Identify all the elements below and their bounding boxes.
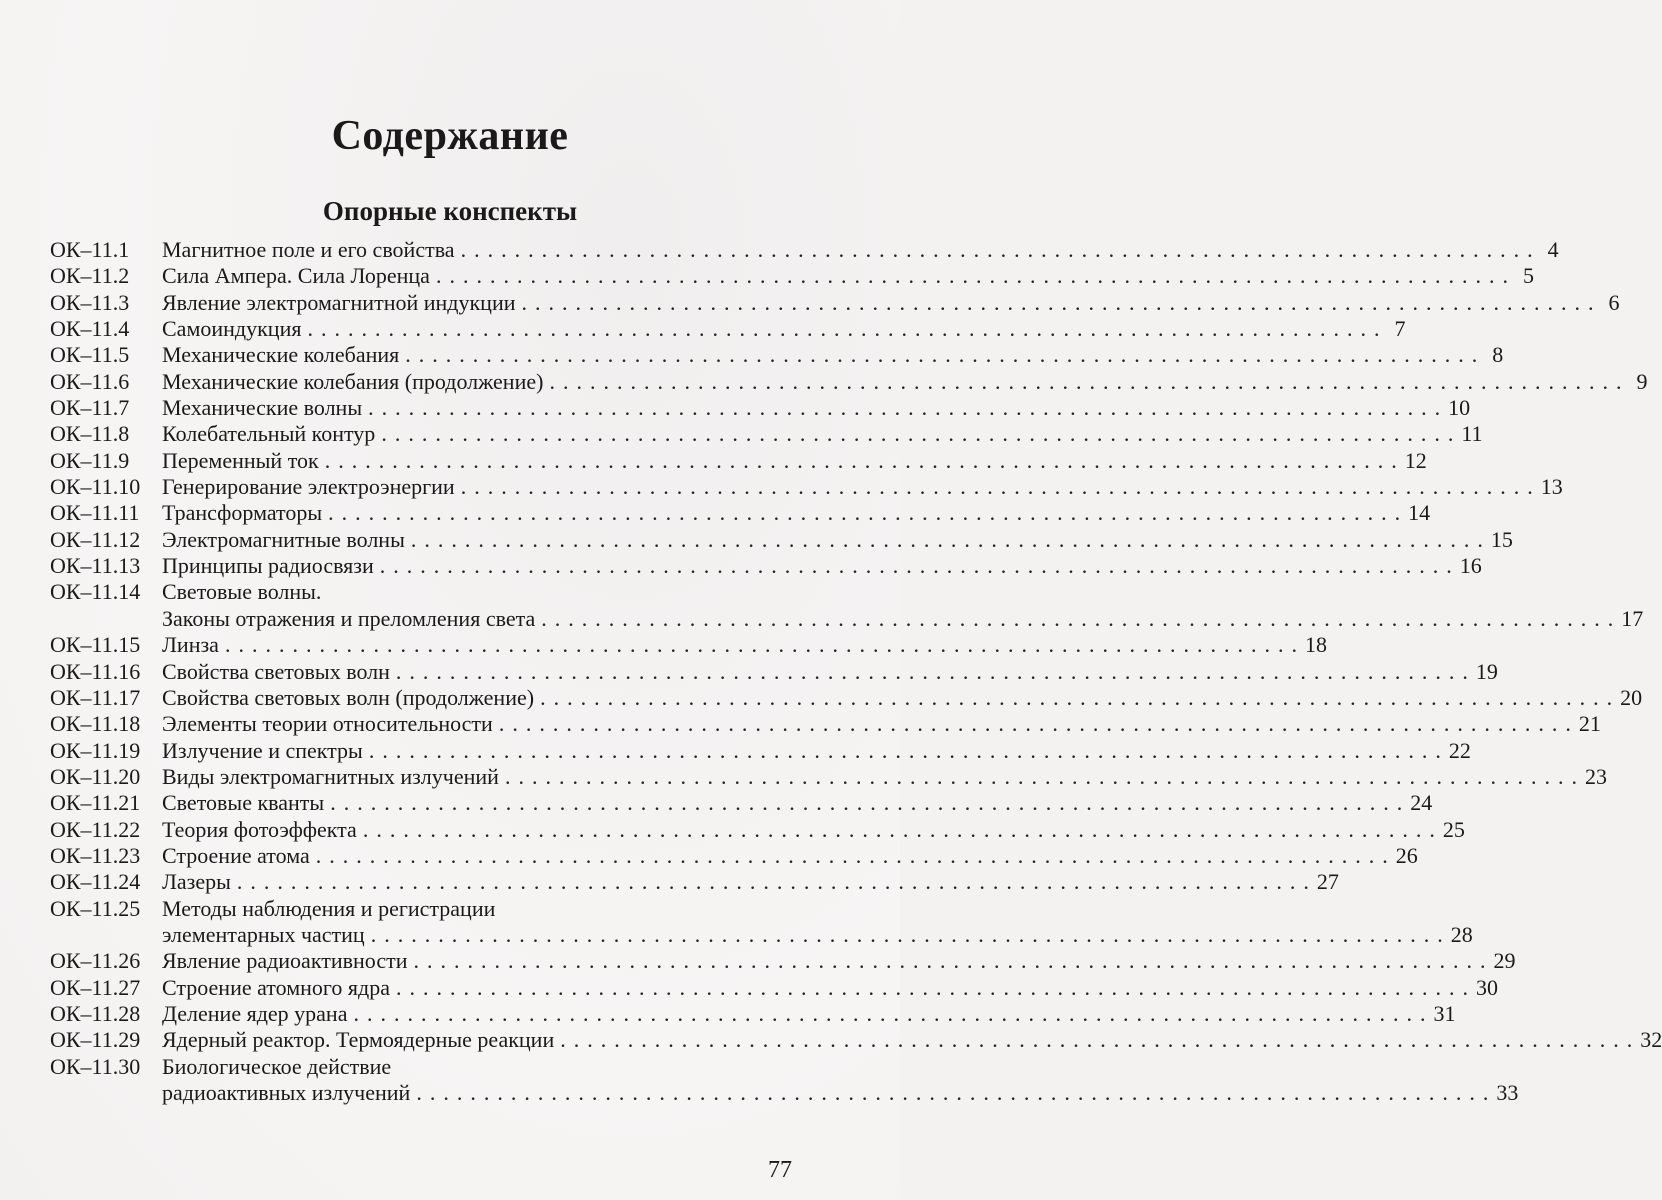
toc-row [50, 632, 1327, 658]
dot-leader: ................................................................................ [379, 553, 1460, 579]
dot-leader: ................................................................................ [410, 526, 1491, 552]
dot-leader: ................................................................................ [330, 790, 1411, 816]
toc-row [50, 316, 1406, 342]
toc-entry-line [162, 737, 1471, 764]
section-heading-text: Опорные конспекты [322, 196, 578, 226]
page-number: 77 [768, 1157, 792, 1183]
toc-entry-title: Механические колебания [162, 342, 400, 368]
toc-entry-title: Свойства световых волн (продолжение) [162, 684, 535, 710]
dot-leader: ................................................................................ [541, 605, 1622, 631]
dot-leader: ................................................................................ [368, 395, 1449, 421]
toc-entry-title: Колебательный контур [162, 421, 376, 447]
toc-row [50, 658, 1498, 685]
toc-entry-code: ОК–11.27 [50, 974, 141, 1000]
toc-entry-page: 23 [1584, 763, 1607, 789]
toc-entry-title: элементарных частиц [162, 921, 365, 947]
toc-entry-title: Линза [162, 632, 219, 658]
toc-entry-title: Лазеры [162, 869, 231, 895]
dot-leader: ................................................................................ [498, 711, 1579, 737]
toc-row [50, 921, 1473, 948]
toc-entry-line [162, 1000, 1456, 1027]
toc-entry-line [162, 1054, 800, 1080]
toc-entry-title: Механические колебания (продолжение) [162, 368, 544, 394]
toc-entry-line [162, 684, 1643, 711]
toc-entry-code: ОК–11.17 [50, 684, 141, 710]
toc-entry-page: 26 [1395, 842, 1418, 868]
toc-entry-line [162, 1080, 1519, 1106]
toc-row [50, 974, 1498, 1001]
toc-entry-line [162, 500, 1431, 526]
toc-row [50, 237, 1559, 263]
toc-entry-code: ОК–11.4 [50, 316, 130, 342]
toc-entry-title: Излучение и спектры [162, 737, 363, 763]
toc-row [50, 896, 800, 922]
toc-entry-line [162, 289, 1620, 316]
dot-leader: ................................................................................ [435, 263, 1516, 289]
toc-row [50, 605, 1644, 632]
toc-entry-page: 15 [1490, 526, 1513, 552]
toc-entry-title: Сила Ампера. Сила Лоренца [162, 263, 430, 289]
toc-entry-page: 30 [1475, 974, 1498, 1000]
toc-entry-page: 12 [1404, 447, 1427, 473]
toc-entry-title: Явление радиоактивности [162, 948, 408, 974]
toc-row [50, 368, 1648, 395]
toc-entry-line [162, 474, 1563, 500]
toc-entry-title: Законы отражения и преломления света [162, 605, 536, 631]
toc-entry-code: ОК–11.8 [50, 421, 130, 447]
toc-entry-code: ОК–11.12 [50, 526, 141, 552]
toc-entry-line [162, 1027, 1662, 1053]
toc-entry-title: Строение атомного ядра [162, 974, 390, 1000]
toc-entry-title: Виды электромагнитных излучений [162, 763, 499, 789]
toc-entry-title: Самоиндукция [162, 316, 302, 342]
toc-entry-code: ОК–11.16 [50, 658, 141, 684]
toc-entry-title: Трансформаторы [162, 500, 323, 526]
toc-entry-title: Переменный ток [162, 447, 319, 473]
toc-entry-page: 10 [1448, 395, 1471, 421]
table-of-contents [50, 237, 1662, 1106]
toc-entry-code: ОК–11.5 [50, 342, 130, 368]
toc-entry-code: ОК–11.30 [50, 1053, 141, 1079]
toc-entry-title: радиоактивных излучений [162, 1080, 411, 1105]
toc-entry-code: ОК–11.19 [50, 737, 141, 763]
toc-entry-line [162, 974, 1498, 1001]
toc-entry-code: ОК–11.1 [50, 237, 130, 262]
toc-entry-line [162, 896, 800, 922]
toc-row [50, 474, 1563, 500]
dot-leader: ................................................................................ [370, 921, 1451, 947]
toc-row [50, 1000, 1456, 1027]
toc-entry-page: 20 [1620, 684, 1643, 710]
toc-entry-line [162, 763, 1607, 790]
toc-entry-page: 7 [1394, 316, 1406, 342]
toc-entry-page: 8 [1492, 342, 1504, 368]
toc-entry-title: Ядерный реактор. Термоядерные реакции [162, 1027, 555, 1053]
toc-entry-page: 22 [1448, 737, 1471, 763]
toc-entry-line [162, 263, 1534, 289]
toc-row [50, 526, 1513, 553]
toc-entry-line [162, 632, 1327, 658]
toc-entry-page: 32 [1640, 1027, 1662, 1053]
toc-row [50, 869, 1339, 895]
toc-entry-page: 28 [1450, 921, 1473, 947]
toc-entry-title: Теория фотоэффекта [162, 816, 357, 842]
dot-leader: ................................................................................ [540, 684, 1621, 710]
toc-entry-title: Строение атома [162, 842, 310, 868]
toc-entry-page: 21 [1578, 711, 1601, 737]
toc-entry-code: ОК–11.23 [50, 842, 141, 868]
toc-entry-code: ОК–11.11 [50, 500, 140, 526]
toc-entry-page: 19 [1475, 658, 1498, 684]
toc-entry-line [162, 711, 1601, 737]
toc-entry-title: Механические волны [162, 395, 363, 421]
toc-entry-code: ОК–11.28 [50, 1000, 141, 1026]
toc-entry-title: Деление ядер урана [162, 1000, 348, 1026]
toc-entry-title: Световые волны. [162, 579, 322, 605]
dot-leader: ................................................................................ [549, 368, 1630, 394]
toc-row [50, 395, 1471, 421]
toc-row [50, 289, 1620, 316]
toc-row [50, 1054, 800, 1080]
dot-leader: ................................................................................ [395, 658, 1476, 684]
toc-entry-line [162, 342, 1504, 368]
toc-row [50, 579, 800, 605]
toc-row [50, 421, 1483, 447]
toc-entry-line [162, 816, 1465, 843]
toc-entry-line [162, 421, 1483, 447]
toc-entry-line [162, 579, 800, 605]
toc-row [50, 948, 1516, 974]
toc-entry-page: 24 [1410, 790, 1433, 816]
toc-entry-line [162, 368, 1648, 395]
toc-entry-line [162, 948, 1516, 974]
toc-entry-code: ОК–11.7 [50, 395, 130, 421]
toc-entry-code: ОК–11.14 [50, 579, 141, 605]
toc-entry-code: ОК–11.9 [50, 447, 130, 473]
toc-row [50, 447, 1427, 474]
dot-leader: ................................................................................ [405, 342, 1486, 368]
toc-entry-page: 25 [1442, 816, 1465, 842]
toc-entry-page: 6 [1608, 289, 1620, 315]
toc-entry-line [162, 921, 1473, 948]
toc-entry-code: ОК–11.6 [50, 368, 130, 394]
toc-entry-page: 16 [1459, 553, 1482, 579]
toc-row [50, 842, 1418, 869]
toc-entry-code: ОК–11.18 [50, 711, 141, 737]
toc-entry-line [162, 842, 1418, 869]
dot-leader: ................................................................................ [353, 1000, 1434, 1026]
toc-entry-code: ОК–11.20 [50, 763, 141, 789]
toc-entry-title: Электромагнитные волны [162, 526, 405, 552]
toc-entry-line [162, 316, 1406, 342]
dot-leader: ................................................................................ [504, 763, 1585, 789]
toc-entry-code: ОК–11.13 [50, 553, 141, 579]
toc-entry-title: Явление электромагнитной индукции [162, 289, 516, 315]
toc-entry-page: 11 [1461, 421, 1483, 447]
dot-leader: ................................................................................ [362, 816, 1443, 842]
toc-entry-page: 13 [1540, 474, 1563, 500]
toc-entry-title: Методы наблюдения и регистрации [162, 895, 496, 921]
toc-row [50, 1080, 1519, 1106]
toc-entry-line [162, 526, 1513, 553]
dot-leader: ................................................................................ [460, 474, 1541, 500]
toc-entry-code: ОК–11.10 [50, 474, 141, 500]
toc-entry-line [162, 553, 1482, 579]
toc-entry-line [162, 605, 1644, 632]
toc-entry-code: ОК–11.2 [50, 263, 130, 289]
toc-entry-code: ОК–11.21 [50, 790, 141, 816]
section-heading [0, 196, 900, 227]
toc-entry-line [162, 790, 1433, 816]
toc-entry-line [162, 658, 1498, 685]
toc-row [50, 790, 1433, 816]
toc-entry-page: 14 [1408, 500, 1431, 526]
toc-entry-page: 31 [1433, 1000, 1456, 1026]
toc-row [50, 342, 1504, 368]
toc-entry-page: 27 [1316, 869, 1339, 895]
toc-row [50, 711, 1601, 737]
dot-leader: ................................................................................ [236, 869, 1317, 895]
dot-leader: ................................................................................ [381, 421, 1462, 447]
toc-entry-page: 29 [1493, 948, 1516, 974]
toc-entry-page: 17 [1621, 605, 1644, 631]
toc-row [50, 684, 1643, 711]
toc-entry-page: 5 [1522, 263, 1534, 289]
dot-leader: ................................................................................ [416, 1080, 1497, 1105]
toc-entry-code: ОК–11.25 [50, 895, 141, 921]
toc-entry-code: ОК–11.29 [50, 1027, 141, 1053]
toc-entry-page: 33 [1496, 1080, 1519, 1105]
toc-entry-page: 18 [1304, 632, 1327, 658]
toc-entry-title: Световые кванты [162, 790, 325, 816]
toc-row [50, 500, 1431, 526]
toc-entry-line [162, 237, 1559, 263]
toc-entry-title: Свойства световых волн [162, 658, 390, 684]
toc-entry-title: Биологическое действие [162, 1053, 392, 1079]
toc-entry-code: ОК–11.3 [50, 289, 130, 315]
toc-row [50, 553, 1482, 579]
toc-entry-code: ОК–11.22 [50, 816, 141, 842]
toc-entry-code: ОК–11.15 [50, 632, 141, 658]
dot-leader: ................................................................................ [328, 500, 1409, 526]
dot-leader: ................................................................................ [324, 447, 1405, 473]
dot-leader: ................................................................................ [368, 737, 1449, 763]
dot-leader: ................................................................................ [224, 632, 1305, 658]
toc-entry-line [162, 447, 1427, 474]
toc-entry-title: Магнитное поле и его свойства [162, 237, 455, 262]
toc-row [50, 1027, 1662, 1053]
toc-entry-code: ОК–11.26 [50, 948, 141, 974]
toc-entry-line [162, 869, 1339, 895]
dot-leader: ................................................................................ [521, 289, 1602, 315]
dot-leader: ................................................................................ [560, 1027, 1641, 1053]
toc-row [50, 763, 1607, 790]
dot-leader: ................................................................................ [413, 948, 1494, 974]
toc-entry-title: Элементы теории относительности [162, 711, 493, 737]
toc-row [50, 816, 1465, 843]
toc-row [50, 263, 1534, 289]
toc-entry-page: 9 [1636, 368, 1648, 394]
dot-leader: ................................................................................ [395, 974, 1476, 1000]
dot-leader: ................................................................................ [315, 842, 1396, 868]
toc-entry-code: ОК–11.24 [50, 869, 141, 895]
page-title: Содержание [331, 113, 569, 159]
dot-leader: ................................................................................ [307, 316, 1388, 342]
toc-row [50, 737, 1471, 764]
toc-entry-title: Генерирование электроэнергии [162, 474, 455, 500]
toc-entry-title: Принципы радиосвязи [162, 553, 374, 579]
toc-entry-page: 4 [1547, 237, 1559, 262]
toc-entry-line [162, 395, 1471, 421]
dot-leader: ................................................................................ [460, 237, 1541, 262]
